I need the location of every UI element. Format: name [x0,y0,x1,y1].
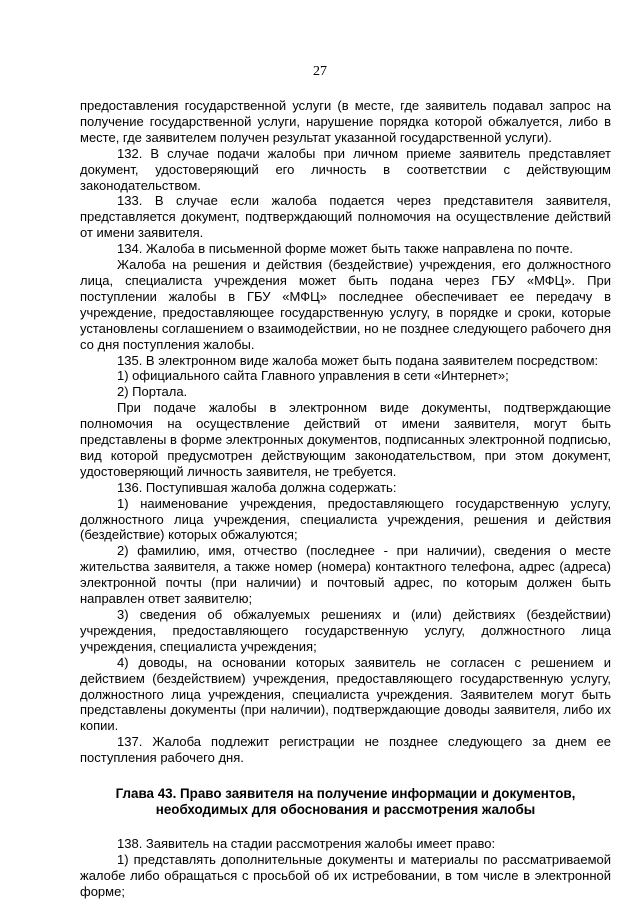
page-number: 27 [313,64,327,79]
paragraph: 4) доводы, на основании которых заявитель не согласен с решением и действием (бездействием) учреждения, предоставляющего государственную услугу, должностного лица учреждения, специалиста учреждения. Заявителем могут быть представлены документы (при наличии), подтверждающие доводы заявителя, либо их копии. [80,654,611,734]
paragraphs-after-heading [80,836,611,900]
paragraph: 2) Портала. [117,384,188,400]
document-body [80,98,611,900]
paragraph: 138. Заявитель на стадии рассмотрения жалобы имеет право: [117,836,496,852]
paragraph: 137. Жалоба подлежит регистрации не позднее следующего за днем ее поступления рабочего дня. [80,734,611,766]
paragraph: При подаче жалобы в электронном виде документы, подтверждающие полномочия на осуществление действий от имени заявителя, могут быть представлены в форме электронных документов, подписанных электронной подписью, вид которой предусмотрен действующим законодательством, при этом документ, удостоверяющий личность заявителя, не требуется. [80,400,611,479]
chapter-heading-line-1: Глава 43. Право заявителя на получение информации и документов, [115,786,576,802]
paragraph: 1) представлять дополнительные документы и материалы по рассматриваемой жалобе либо обращаться с просьбой об их истребовании, в том числе в электронной форме; [80,851,611,899]
paragraph: 132. В случае подачи жалобы при личном приеме заявитель представляет документ, удостоверяющий его личность в соответствии с действующим законодательством. [80,145,611,193]
chapter-heading [80,786,611,818]
paragraph: 1) наименование учреждения, предоставляющего государственную услугу, должностного лица учреждения, специалиста учреждения, решения и действия (бездействие) которых обжалуются; [80,495,611,543]
paragraphs-before-heading [80,98,611,766]
paragraph: 133. В случае если жалоба подается через представителя заявителя, представляется документ, подтверждающий полномочия на осуществление действий от имени заявителя. [80,193,611,241]
paragraph: предоставления государственной услуги (в месте, где заявитель подавал запрос на получение государственной услуги, нарушение порядка которой обжалуется, либо в месте, где заявителем получен результат указанной государственной услуги). [80,98,611,145]
paragraph: 136. Поступившая жалоба должна содержать: [117,479,397,495]
paragraph: 134. Жалоба в письменной форме может быть также направлена по почте. [117,241,574,257]
paragraph: 135. В электронном виде жалоба может быть подана заявителем посредством: [117,352,599,368]
chapter-heading-line-2: необходимых для обоснования и рассмотрения жалобы [155,802,536,818]
paragraph: 3) сведения об обжалуемых решениях и (или) действиях (бездействии) учреждения, предоставляющего государственную услугу, должностного лица учреждения, специалиста учреждения; [80,607,611,654]
paragraph: 1) официального сайта Главного управления в сети «Интернет»; [117,368,509,384]
paragraph: 2) фамилию, имя, отчество (последнее - при наличии), сведения о месте жительства заявителя, а также номер (номера) контактного телефона, адрес (адреса) электронной почты (при наличии) и почтовый адрес, по которым должен быть направлен ответ заявителю; [80,543,611,607]
paragraph: Жалоба на решения и действия (бездействие) учреждения, его должностного лица, специалиста учреждения может быть подана через ГБУ «МФЦ». При поступлении жалобы в ГБУ «МФЦ» последнее обеспечивает ее передачу в учреждение, предоставляющее государственную услугу, в порядке и сроки, которые установлены соглашением о взаимодействии, но не позднее следующего рабочего дня со дня поступления жалобы. [80,257,611,352]
